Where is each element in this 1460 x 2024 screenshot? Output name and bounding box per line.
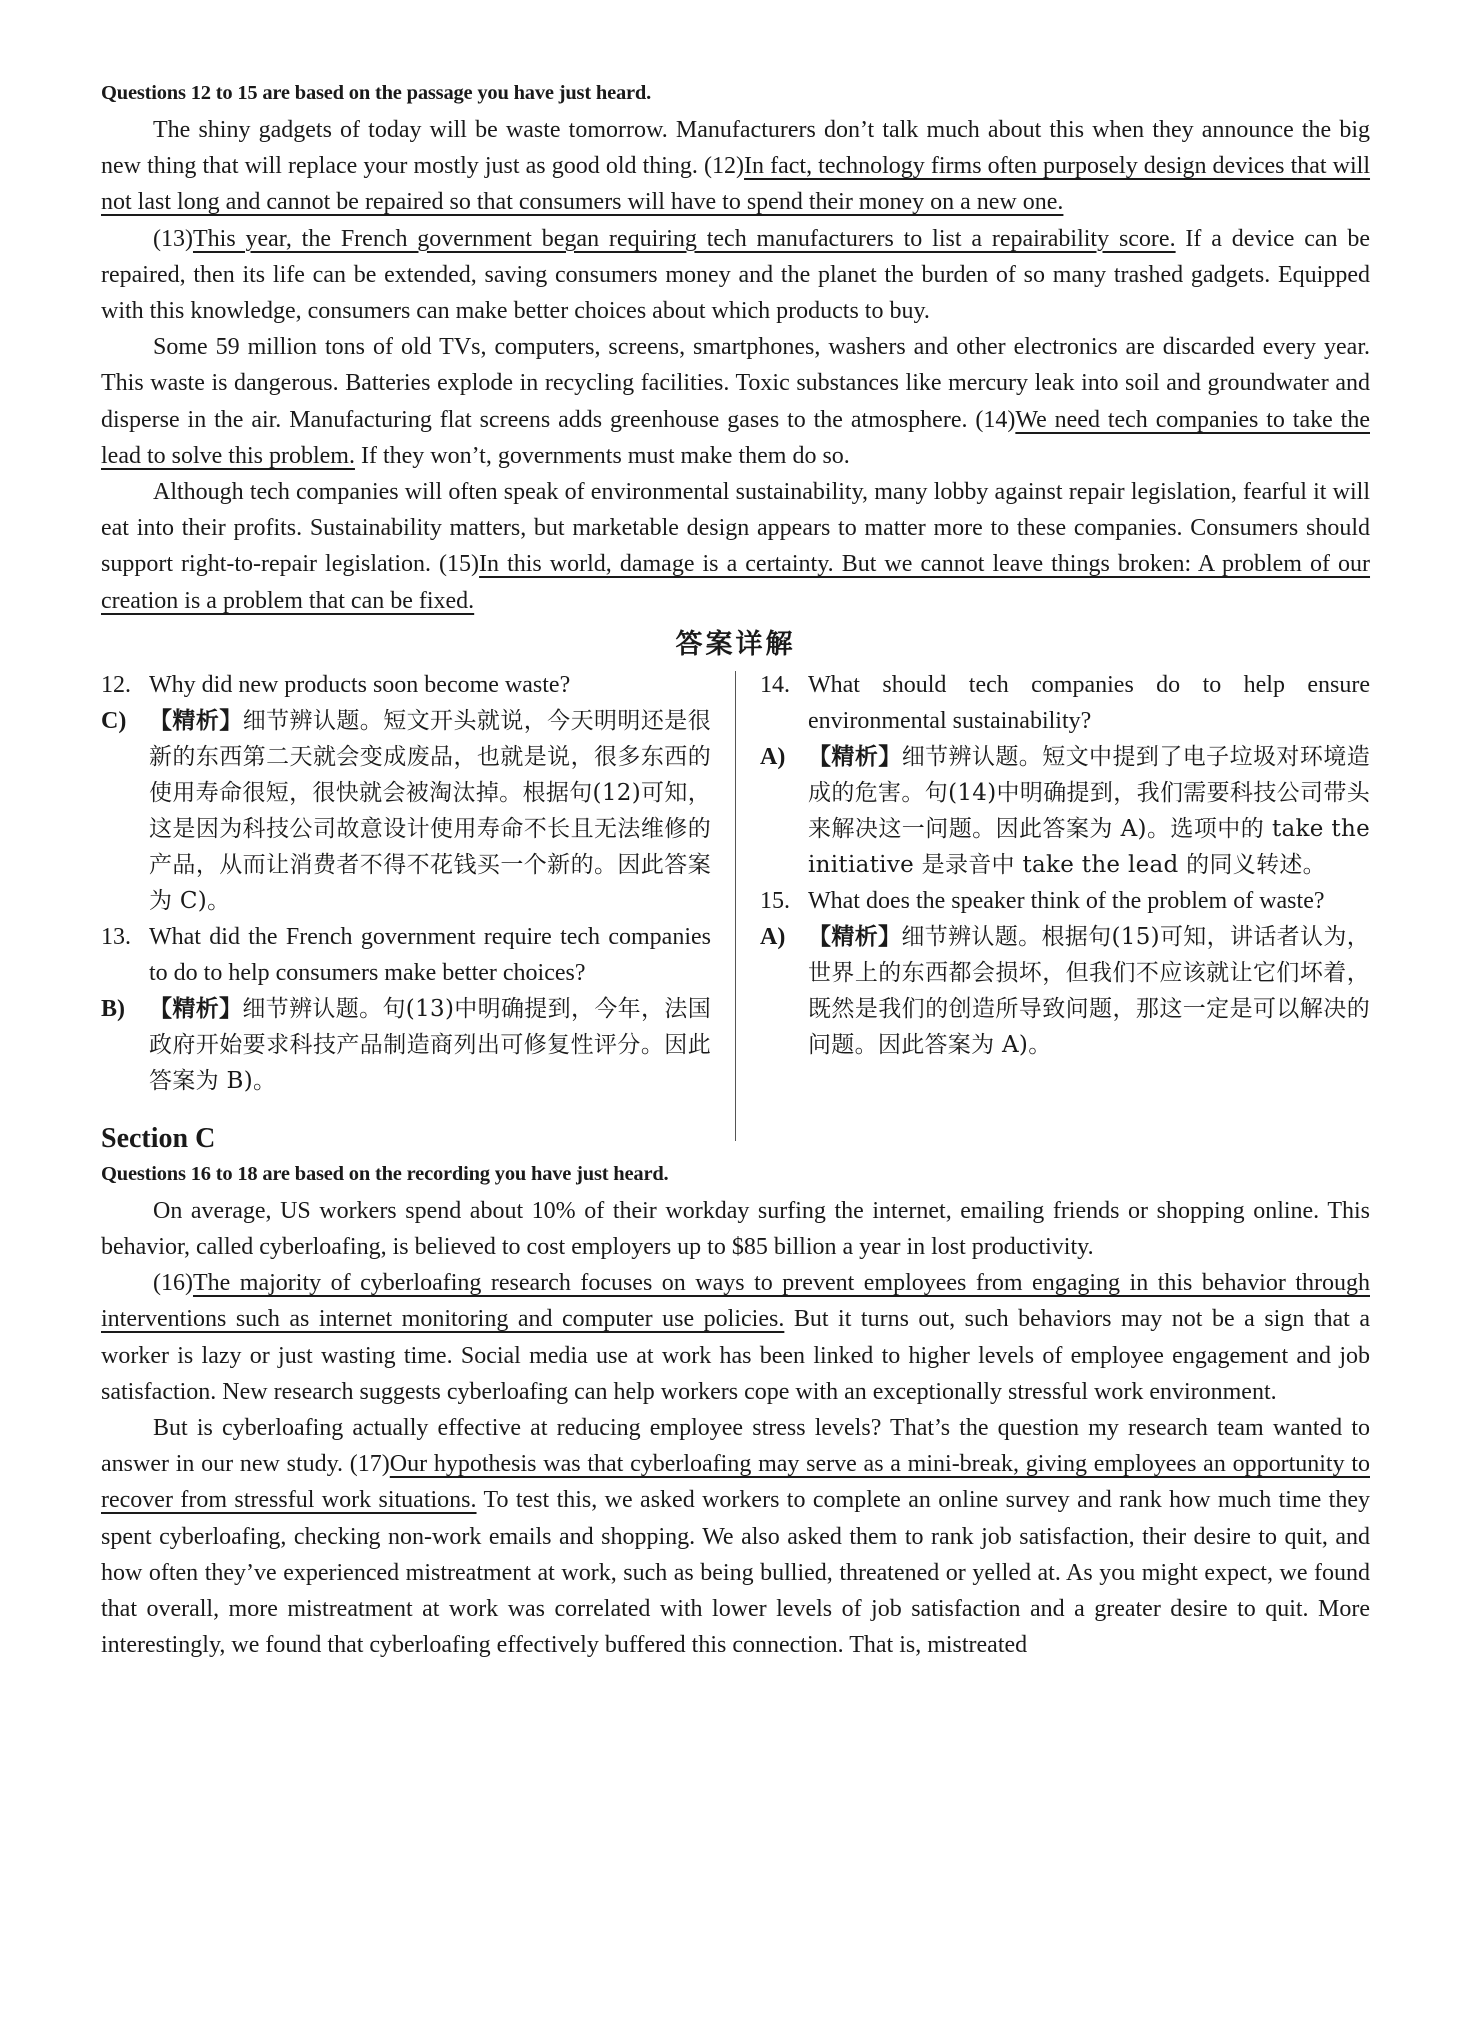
paragraph-text: To test this, we asked workers to complete an online survey and rank how much time they spent cyberloafing, checking non-work emails and shopping. We also asked them to rank job satisfaction, their desire to quit, and how often they’ve experienced mistreatment at work, such as being bullied, threatened or yelled at. As you might expect, we found that overall, more mistreatment at work was correlated with lower levels of job satisfaction and a greater desire to quit. More interestingly, we found that cyberloafing effectively buffered this connection. That is, mistreated bbox=[101, 1487, 1370, 1659]
answer-explanation bbox=[808, 739, 1370, 883]
passage-paragraph-2 bbox=[101, 221, 1370, 330]
paragraph-text: (16) bbox=[153, 1270, 193, 1297]
answer-15 bbox=[760, 919, 1370, 1063]
section-c-title: Section C bbox=[101, 1122, 216, 1154]
answer-explanation bbox=[808, 919, 1370, 1063]
passage-heading: Questions 12 to 15 are based on the passage you have just heard. bbox=[101, 82, 652, 104]
paragraph-text: The shiny gadgets of today will be waste tomorrow. Manufacturers don’t talk much about this when they announce the big new thing that will replace your mostly just as good old thing. (12) bbox=[101, 117, 1370, 180]
passage-paragraph-3 bbox=[101, 329, 1370, 474]
question-text: Why did new products soon become waste? bbox=[149, 671, 571, 698]
question-number: 15. bbox=[760, 887, 790, 914]
passage-paragraph-1 bbox=[101, 112, 1370, 221]
underlined-sentence-12: In fact, technology firms often purposely design devices that will not last long and cannot be repaired so that consumers will have to spend their money on a new one. bbox=[101, 153, 1371, 216]
underlined-sentence-16: The majority of cyberloafing research focuses on ways to prevent employees from engaging in this behavior through interventions such as internet monitoring and computer use policies. bbox=[101, 1270, 1370, 1333]
paragraph-text: If they won’t, governments must make them do so. bbox=[354, 442, 850, 469]
section-c-heading: Questions 16 to 18 are based on the recording you have just heard. bbox=[101, 1162, 669, 1185]
answer-letter: A) bbox=[760, 923, 786, 950]
passage-paragraph-4 bbox=[101, 474, 1370, 619]
underlined-sentence-15: In this world, damage is a certainty. But we cannot leave things broken: A problem of our creation is a problem that can be fixed. bbox=[101, 551, 1371, 614]
question-12 bbox=[101, 667, 711, 703]
answer-letter: C) bbox=[101, 707, 127, 734]
explanation-text: 细节辨认题。根据句(15)可知，讲话者认为，世界上的东西都会损坏，但我们不应该就让它们坏着，既然是我们的创造所导致问题，那这一定是可以解决的问题。因此答案为 A)。 bbox=[808, 923, 1370, 1058]
answer-explanation-title: 答案详解 bbox=[675, 628, 796, 660]
question-number: 14. bbox=[760, 671, 790, 698]
answer-12 bbox=[101, 703, 711, 919]
answer-column-left bbox=[101, 667, 711, 1099]
paragraph-text: If a device can be repaired, then its life can be extended, saving consumers money and the planet the burden of so many trashed gadgets. Equipped with this knowledge, consumers can make better choices about which products to buy. bbox=[101, 225, 1371, 325]
question-number: 13. bbox=[101, 923, 131, 950]
question-text: What does the speaker think of the problem of waste? bbox=[808, 887, 1325, 914]
underlined-sentence-17: Our hypothesis was that cyberloafing may serve as a mini-break, giving employees an opportunity to recover from stressful work situations. bbox=[101, 1451, 1370, 1514]
column-divider bbox=[735, 671, 736, 1141]
paragraph-text: Some 59 million tons of old TVs, computers, screens, smartphones, washers and other electronics are discarded every year. This waste is dangerous. Batteries explode in recycling facilities. Toxic substances like mercury leak into soil and groundwater and disperse in the air. Manufacturing flat screens adds greenhouse gases to the atmosphere. (14) bbox=[101, 334, 1370, 433]
underlined-sentence-14: We need tech companies to take the lead to solve this problem. bbox=[101, 406, 1370, 469]
question-15 bbox=[760, 883, 1370, 919]
paragraph-text: But is cyberloafing actually effective at reducing employee stress levels? That’s the question my research team wanted to answer in our new study. (17) bbox=[101, 1415, 1370, 1478]
paragraph-text: But it turns out, such behaviors may not be a sign that a worker is lazy or just wasting time. Social media use at work has been linked to higher levels of employee engagement and job satisfaction. New research suggests cyberloafing can help workers cope with an exceptionally stressful work environment. bbox=[101, 1306, 1371, 1405]
section-c-paragraph-1: On average, US workers spend about 10% of their workday surfing the internet, emailing friends or shopping online. This behavior, called cyberloafing, is believed to cost employers up to $85 billion a year in lost productivity. bbox=[101, 1197, 1370, 1261]
analysis-tag: 【精析】 bbox=[149, 706, 243, 734]
analysis-tag: 【精析】 bbox=[149, 994, 243, 1022]
analysis-tag: 【精析】 bbox=[808, 922, 902, 950]
answer-explanation bbox=[149, 703, 711, 919]
analysis-tag: 【精析】 bbox=[808, 742, 902, 770]
question-13 bbox=[101, 919, 711, 991]
answer-column-right bbox=[760, 667, 1370, 1099]
question-text: What did the French government require tech companies to do to help consumers make better choices? bbox=[149, 923, 711, 986]
answer-letter: B) bbox=[101, 995, 125, 1022]
question-text: What should tech companies do to help ensure environmental sustainability? bbox=[808, 671, 1370, 734]
section-c-paragraph-3 bbox=[101, 1410, 1370, 1663]
underlined-sentence-13: This year, the French government began requiring tech manufacturers to list a repairability score. bbox=[192, 225, 1176, 252]
answer-letter: A) bbox=[760, 743, 786, 770]
question-number: 12. bbox=[101, 671, 131, 698]
explanation-text: 细节辨认题。句(13)中明确提到，今年，法国政府开始要求科技产品制造商列出可修复性评分。因此答案为 B)。 bbox=[149, 995, 711, 1094]
answer-14 bbox=[760, 739, 1370, 883]
answer-explanation bbox=[149, 991, 711, 1099]
paragraph-text: Although tech companies will often speak of environmental sustainability, many lobby against repair legislation, fearful it will eat into their profits. Sustainability matters, but marketable design appears to matter more to these companies. Consumers should support right-to-repair legislation. (15) bbox=[101, 479, 1370, 578]
explanation-text: 细节辨认题。短文中提到了电子垃圾对环境造成的危害。句(14)中明确提到，我们需要科技公司带头来解决这一问题。因此答案为 A)。选项中的 take the initiative 是录音中 take the lead 的同义转述。 bbox=[808, 743, 1370, 878]
answer-columns bbox=[101, 667, 1370, 1099]
section-c-paragraph-2 bbox=[101, 1265, 1370, 1410]
explanation-text: 细节辨认题。短文开头就说，今天明明还是很新的东西第二天就会变成废品，也就是说，很多东西的使用寿命很短，很快就会被淘汰掉。根据句(12)可知，这是因为科技公司故意设计使用寿命不长且无法维修的产品，从而让消费者不得不花钱买一个新的。因此答案为 C)。 bbox=[149, 707, 711, 914]
question-14 bbox=[760, 667, 1370, 739]
paragraph-text: (13) bbox=[153, 225, 193, 252]
answer-13 bbox=[101, 991, 711, 1099]
